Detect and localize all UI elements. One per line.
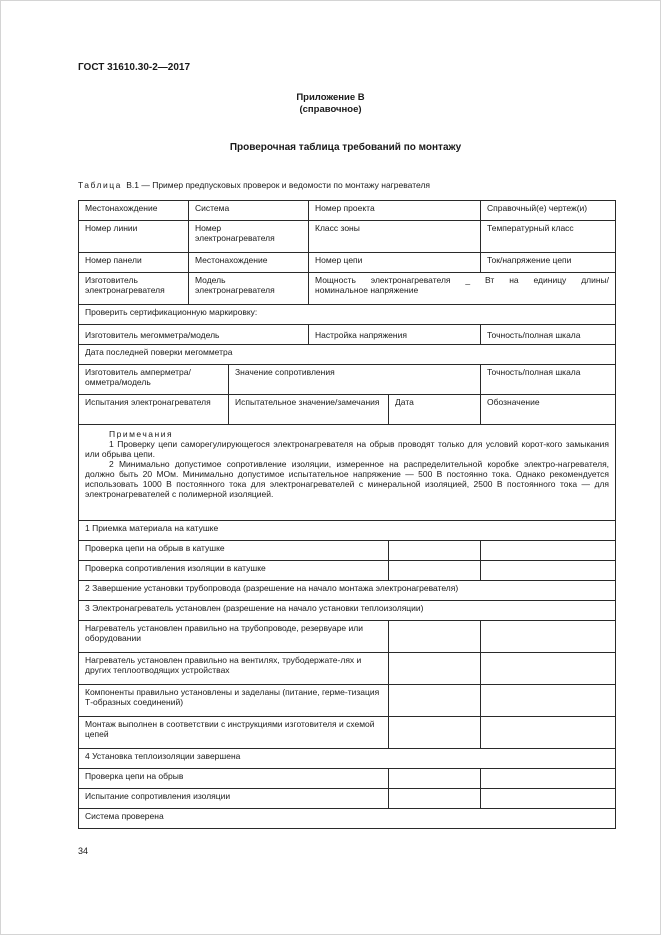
- check-sign-cell: [481, 717, 616, 749]
- cell-zone-class: Класс зоны: [309, 221, 481, 253]
- check-sign-cell: [481, 789, 616, 809]
- check-date-cell: [389, 621, 481, 653]
- notes-cell: [79, 425, 616, 521]
- cell-resistance-value: Значение сопротивления: [229, 365, 481, 395]
- check-item: Нагреватель установлен правильно на вентилях, трубодержате-лях и других теплоотводящих устройствах: [79, 653, 389, 685]
- cell-project-number: Номер проекта: [309, 201, 481, 221]
- table-row: [79, 325, 616, 345]
- heater-power-line2: номинальное напряжение: [315, 285, 419, 295]
- table-row: [79, 305, 616, 325]
- cell-circuit-number: Номер цепи: [309, 253, 481, 273]
- note-2: 2 Минимально допустимое сопротивление изоляции, измеренное на распределительной коробке электро-нагревателя, должно быть 20 МОм. Минимально допустимое испытательное напряжение — 500 В постоянно тока. Однако рекомендуется использовать 1000 В постоянного тока для электронагревателей с минеральной изоляцией, 2500 В постоянного тока — для электронагревателей с полимерной изоляцией.: [85, 459, 610, 499]
- cell-reference-drawings: Справочный(е) чертеж(и): [481, 201, 616, 221]
- table-row: [79, 789, 616, 809]
- cell-voltage-setting: Настройка напряжения: [309, 325, 481, 345]
- check-item: Проверка цепи на обрыв в катушке: [79, 541, 389, 561]
- table-row: [79, 685, 616, 717]
- table-row: [79, 769, 616, 789]
- check-item: Проверка цепи на обрыв: [79, 769, 389, 789]
- check-item: Испытание сопротивления изоляции: [79, 789, 389, 809]
- check-sign-cell: [481, 685, 616, 717]
- table-row: [79, 365, 616, 395]
- appendix-heading: [0, 92, 661, 116]
- cell-location: Местонахождение: [79, 201, 189, 221]
- caption-text: — Пример предпусковых проверок и ведомости по монтажу нагревателя: [141, 180, 431, 190]
- cell-accuracy-full-scale: Точность/полная шкала: [481, 325, 616, 345]
- table-row: [79, 809, 616, 829]
- check-sign-cell: [481, 653, 616, 685]
- cell-circuit-current-voltage: Ток/напряжение цепи: [481, 253, 616, 273]
- cell-heater-number: Номер электронагревателя: [189, 221, 309, 253]
- cell-ammeter-manufacturer: Изготовитель амперметра/омметра/модель: [79, 365, 229, 395]
- table-row: [79, 425, 616, 521]
- table-row: [79, 273, 616, 305]
- check-date-cell: [389, 789, 481, 809]
- check-date-cell: [389, 769, 481, 789]
- section-4-heading: 4 Установка теплоизоляции завершена: [79, 749, 616, 769]
- table-row: [79, 581, 616, 601]
- check-date-cell: [389, 717, 481, 749]
- section-1-heading: 1 Приемка материала на катушке: [79, 521, 616, 541]
- table-row: [79, 521, 616, 541]
- check-date-cell: [389, 653, 481, 685]
- cell-heater-manufacturer: Изготовитель электронагревателя: [79, 273, 189, 305]
- table-row: [79, 653, 616, 685]
- cell-last-calibration-date: Дата последней поверки мегомметра: [79, 345, 616, 365]
- cell-test-value-remarks: Испытательное значение/замечания: [229, 395, 389, 425]
- check-sign-cell: [481, 561, 616, 581]
- check-item: Нагреватель установлен правильно на трубопроводе, резервуаре или оборудовании: [79, 621, 389, 653]
- cell-panel-number: Номер панели: [79, 253, 189, 273]
- check-date-cell: [389, 541, 481, 561]
- section-2-heading: 2 Завершение установки трубопровода (разрешение на начало монтажа электронагревателя): [79, 581, 616, 601]
- page-number: 34: [78, 846, 89, 856]
- page-title: Проверочная таблица требований по монтажу: [229, 142, 462, 153]
- check-date-cell: [389, 685, 481, 717]
- table-row: [79, 541, 616, 561]
- appendix-note: (справочное): [299, 104, 362, 115]
- section-3-heading: 3 Электронагреватель установлен (разрешение на начало установки теплоизоляции): [79, 601, 616, 621]
- table-row: [79, 395, 616, 425]
- cell-designation-header: Обозначение: [481, 395, 616, 425]
- table-row: [79, 201, 616, 221]
- table-row: [79, 253, 616, 273]
- cell-heater-tests: Испытания электронагревателя: [79, 395, 229, 425]
- table-row: [79, 717, 616, 749]
- system-checked-row: Система проверена: [79, 809, 616, 829]
- check-item: Проверка сопротивления изоляции в катушке: [79, 561, 389, 581]
- cell-ammeter-accuracy: Точность/полная шкала: [481, 365, 616, 395]
- cell-heater-power: [309, 273, 616, 305]
- cell-line-number: Номер линии: [79, 221, 189, 253]
- cell-panel-location: Местонахождение: [189, 253, 309, 273]
- check-item: Компоненты правильно установлены и заделаны (питание, герме-тизация Т-образных соединений): [79, 685, 389, 717]
- cell-temperature-class: Температурный класс: [481, 221, 616, 253]
- check-sign-cell: [481, 621, 616, 653]
- table-row: [79, 749, 616, 769]
- notes-heading: Примечания: [109, 429, 174, 439]
- cell-heater-model: Модель электронагревателя: [189, 273, 309, 305]
- table-row: [79, 601, 616, 621]
- table-row: [79, 221, 616, 253]
- cell-date-header: Дата: [389, 395, 481, 425]
- table-row: [79, 621, 616, 653]
- cell-certification-check: Проверить сертификационную маркировку:: [79, 305, 616, 325]
- note-1: 1 Проверку цепи саморегулирующегося электронагревателя на обрыв проводят только для условий корот-кого замыкания или обрыва цепи.: [85, 439, 610, 459]
- table-row: [79, 561, 616, 581]
- check-sign-cell: [481, 541, 616, 561]
- installation-checklist-table: [78, 200, 616, 829]
- check-item: Монтаж выполнен в соответствии с инструкциями изготовителя и схемой цепей: [79, 717, 389, 749]
- check-sign-cell: [481, 769, 616, 789]
- appendix-label: Приложение В: [296, 92, 365, 103]
- caption-number: В.1: [126, 180, 139, 190]
- caption-lead: Таблица: [78, 180, 122, 190]
- check-date-cell: [389, 561, 481, 581]
- document-code: ГОСТ 31610.30-2—2017: [78, 62, 191, 73]
- table-caption: [78, 180, 430, 190]
- heater-power-line1: Мощность электронагревателя _ Вт на единицу длины/: [315, 275, 610, 285]
- cell-system: Система: [189, 201, 309, 221]
- cell-megohmmeter-manufacturer: Изготовитель мегомметра/модель: [79, 325, 309, 345]
- table-row: [79, 345, 616, 365]
